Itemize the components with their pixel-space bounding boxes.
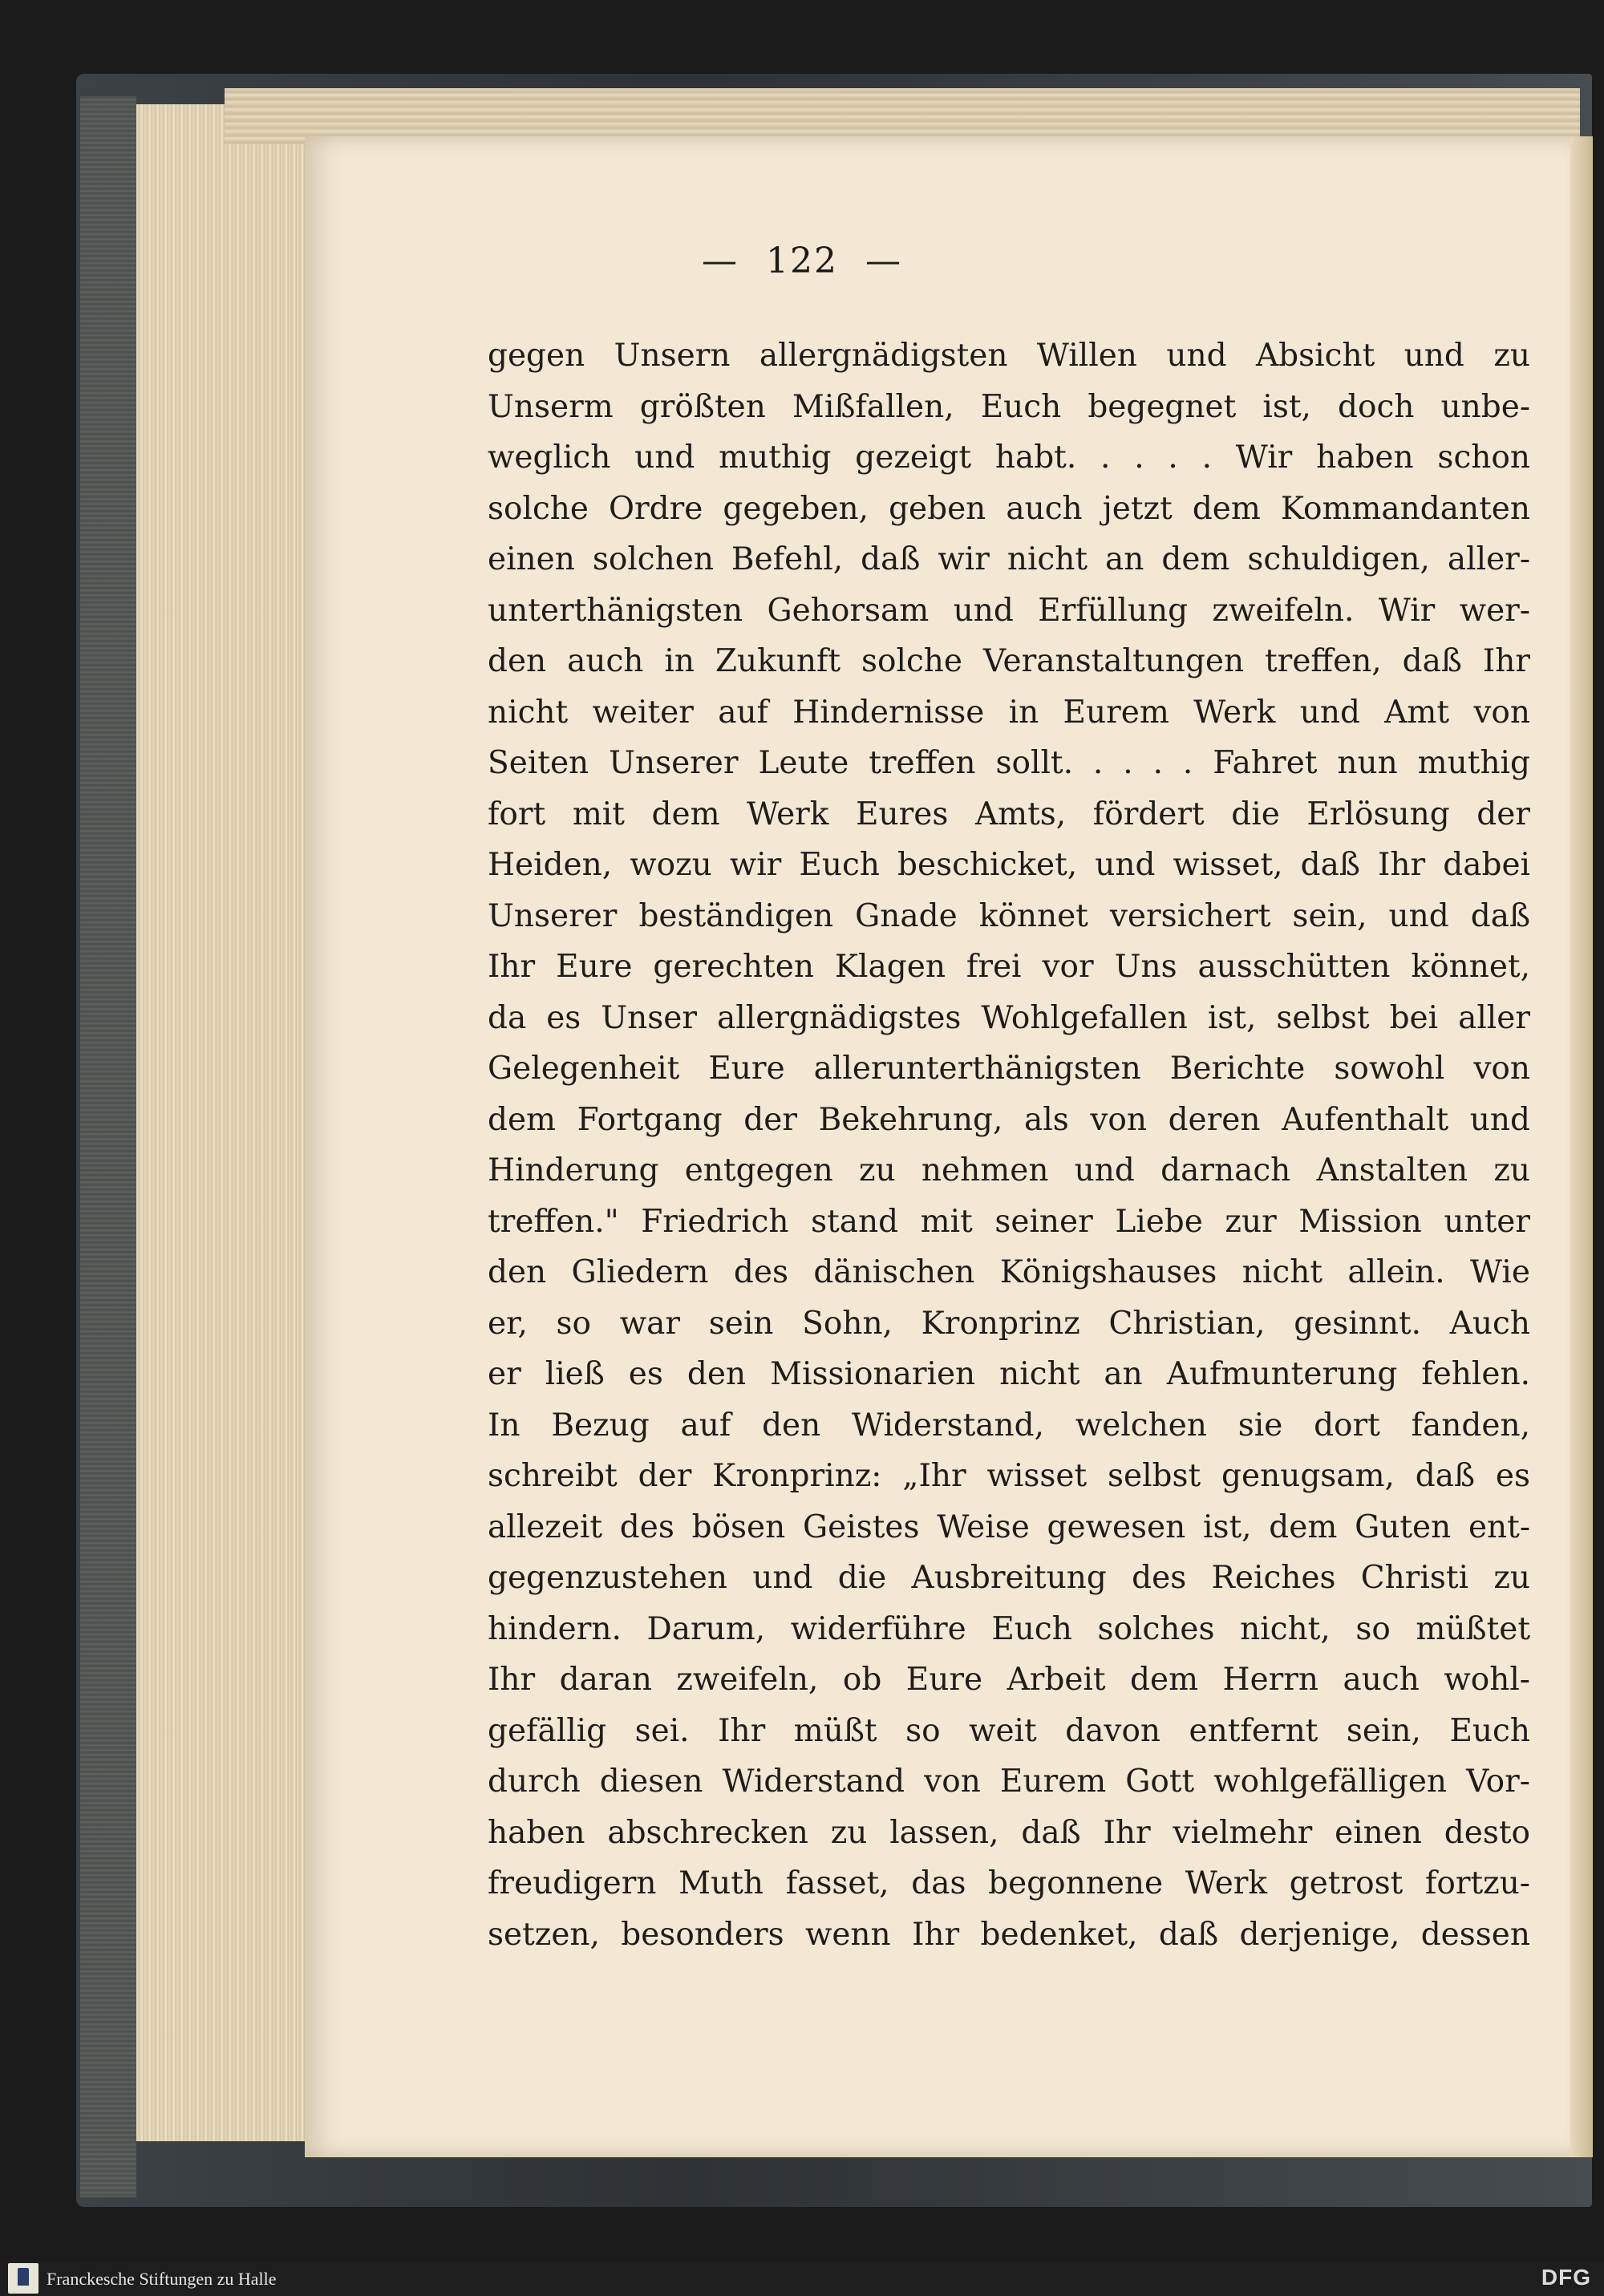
page-right-edge xyxy=(1570,136,1593,2157)
text-line: In Bezug auf den Widerstand, welchen sie dort fanden, xyxy=(488,1407,1530,1444)
running-head-dash-left: — xyxy=(702,241,739,281)
francke-foundation-logo-icon xyxy=(8,2263,38,2294)
running-head xyxy=(0,241,1604,281)
text-line: den Gliedern des dänischen Königshauses nicht allein. Wie xyxy=(488,1254,1530,1290)
text-line: unterthänigsten Gehorsam und Erfüllung zweifeln. Wir wer- xyxy=(488,592,1530,629)
text-line: da es Unser allergnädigstes Wohlgefallen ist, selbst bei aller xyxy=(488,999,1530,1036)
text-line: Seiten Unserer Leute treffen sollt. . . . . Fahret nun muthig xyxy=(488,745,1530,781)
text-line: den auch in Zukunft solche Veranstaltungen treffen, daß Ihr xyxy=(488,643,1530,679)
text-line: treffen." Friedrich stand mit seiner Liebe zur Mission unter xyxy=(488,1203,1530,1240)
text-line: freudigern Muth fasset, das begonnene Werk getrost fortzu- xyxy=(488,1865,1530,1901)
text-line: er, so war sein Sohn, Kronprinz Christian, gesinnt. Auch xyxy=(488,1305,1530,1342)
text-line: nicht weiter auf Hindernisse in Eurem Werk und Amt von xyxy=(488,694,1530,731)
book-spine-edge xyxy=(80,96,136,2197)
text-line: Hinderung entgegen zu nehmen und darnach Anstalten zu xyxy=(488,1152,1530,1188)
page-number: 122 xyxy=(766,241,838,281)
text-line: er ließ es den Missionarien nicht an Aufmunterung fehlen. xyxy=(488,1356,1530,1392)
text-line: schreibt der Kronprinz: „Ihr wisset selbst genugsam, daß es xyxy=(488,1458,1530,1494)
text-line: gegen Unsern allergnädigsten Willen und Absicht und zu xyxy=(488,338,1530,374)
body-text xyxy=(488,330,1530,1960)
text-line: einen solchen Befehl, daß wir nicht an dem schuldigen, aller- xyxy=(488,541,1530,577)
running-head-dash-right: — xyxy=(865,241,902,281)
text-line: allezeit des bösen Geistes Weise gewesen ist, dem Guten ent- xyxy=(488,1508,1530,1545)
text-line: weglich und muthig gezeigt habt. . . . . Wir haben schon xyxy=(488,439,1530,476)
text-line: solche Ordre gegeben, geben auch jetzt dem Kommandanten xyxy=(488,490,1530,527)
text-line: Gelegenheit Eure allerunterthänigsten Berichte sowohl von xyxy=(488,1051,1530,1087)
dfg-logo: DFG xyxy=(1541,2265,1591,2290)
text-line: Unserer beständigen Gnade könnet versichert sein, und daß xyxy=(488,897,1530,934)
page-stack-edge xyxy=(136,104,321,2141)
text-line: Ihr daran zweifeln, ob Eure Arbeit dem Herrn auch wohl- xyxy=(488,1662,1530,1698)
text-line: fort mit dem Werk Eures Amts, fördert die Erlösung der xyxy=(488,796,1530,832)
text-line: hindern. Darum, widerführe Euch solches nicht, so müßtet xyxy=(488,1610,1530,1647)
text-line: setzen, besonders wenn Ihr bedenket, daß derjenige, dessen xyxy=(488,1916,1530,1953)
footer-institution: Franckesche Stiftungen zu Halle xyxy=(47,2269,277,2289)
text-line: dem Fortgang der Bekehrung, als von deren Aufenthalt und xyxy=(488,1101,1530,1138)
text-line: Unserm größten Mißfallen, Euch begegnet ist, doch unbe- xyxy=(488,388,1530,425)
text-line: gegenzustehen und die Ausbreitung des Reiches Christi zu xyxy=(488,1560,1530,1596)
text-line: haben abschrecken zu lassen, daß Ihr vielmehr einen desto xyxy=(488,1814,1530,1851)
text-line: Ihr Eure gerechten Klagen frei vor Uns ausschütten könnet, xyxy=(488,949,1530,985)
text-line: durch diesen Widerstand von Eurem Gott wohlgefälligen Vor- xyxy=(488,1764,1530,1800)
text-line: gefällig sei. Ihr müßt so weit davon entfernt sein, Euch xyxy=(488,1712,1530,1749)
text-line: Heiden, wozu wir Euch beschicket, und wisset, daß Ihr dabei xyxy=(488,847,1530,883)
